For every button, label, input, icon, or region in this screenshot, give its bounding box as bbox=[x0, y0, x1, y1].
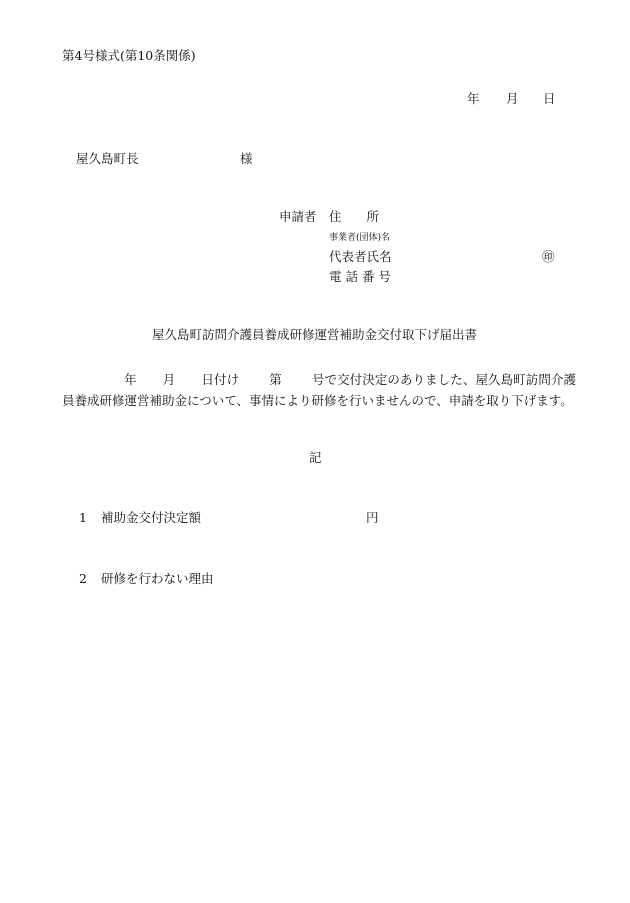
note-heading: 記 bbox=[309, 450, 322, 465]
date-year-label: 年 bbox=[467, 91, 480, 106]
representative-label: 代表者氏名 bbox=[329, 249, 392, 264]
item-2-number: 2 bbox=[79, 571, 87, 586]
date-day-label: 日 bbox=[543, 91, 556, 106]
body-text: 号で交付決定のありました、屋久島町訪問介護員養成研修運営補助金について、事情により研修を行いませんので、申請を取り下げます。 bbox=[62, 372, 576, 408]
item-2-label: 研修を行わない理由 bbox=[101, 571, 214, 586]
applicant-label: 申請者 bbox=[279, 209, 317, 224]
address-label: 住 所 bbox=[329, 209, 380, 224]
item-1-label: 補助金交付決定額 bbox=[101, 510, 202, 525]
form-label: 第4号様式(第10条関係) bbox=[62, 48, 196, 63]
item-1-number: 1 bbox=[79, 510, 87, 525]
body-paragraph bbox=[62, 369, 576, 411]
document-title: 屋久島町訪問介護員養成研修運営補助金交付取下げ届出書 bbox=[152, 327, 478, 342]
addressee-honorific: 様 bbox=[240, 151, 253, 166]
body-date-suffix: 日付け bbox=[201, 372, 240, 387]
phone-label: 電 話 番 号 bbox=[329, 269, 391, 284]
organization-label: 事業者(団体)名 bbox=[329, 233, 391, 243]
date-month-label: 月 bbox=[506, 91, 519, 106]
body-year: 年 bbox=[124, 372, 137, 387]
item-1-unit: 円 bbox=[366, 510, 379, 525]
body-month: 月 bbox=[162, 372, 176, 387]
addressee-name: 屋久島町長 bbox=[76, 151, 139, 166]
body-number-prefix: 第 bbox=[269, 372, 282, 387]
seal-mark: ㊞ bbox=[542, 249, 555, 264]
